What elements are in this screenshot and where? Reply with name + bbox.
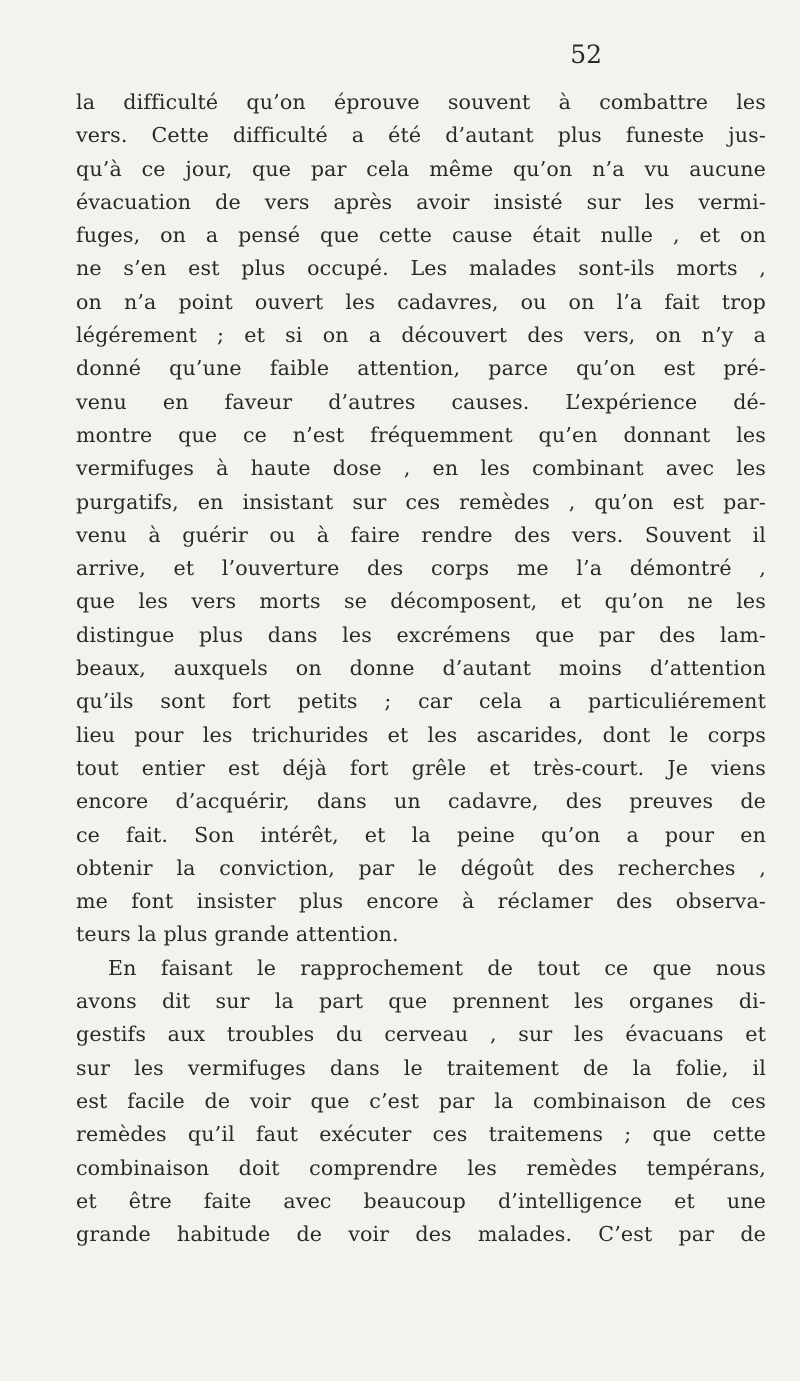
text-line: me font insister plus encore à réclamer des observa-: [76, 889, 766, 914]
text-line: évacuation de vers après avoir insisté sur les vermi-: [76, 189, 766, 214]
text-line: qu’ils sont fort petits ; car cela a particuliérement: [76, 689, 766, 714]
text-line: fuges, on a pensé que cette cause était nulle , et on: [76, 223, 766, 248]
text-line: arrive, et l’ouverture des corps me l’a démontré ,: [76, 556, 766, 581]
text-line: En faisant le rapprochement de tout ce que nous: [108, 955, 766, 980]
text-line: combinaison doit comprendre les remèdes tempérans,: [76, 1155, 766, 1180]
text-line: vers. Cette difficulté a été d’autant plus funeste jus-: [76, 123, 766, 148]
text-line: gestifs aux troubles du cerveau , sur les évacuans et: [76, 1022, 766, 1047]
text-line: la difficulté qu’on éprouve souvent à combattre les: [76, 90, 766, 114]
text-line: que les vers morts se décomposent, et qu’on ne les: [76, 589, 766, 614]
text-line: ce fait. Son intérêt, et la peine qu’on a pour en: [76, 822, 766, 847]
text-line: qu’à ce jour, que par cela même qu’on n’a vu aucune: [76, 156, 766, 181]
text-line: obtenir la conviction, par le dégoût des recherches ,: [76, 855, 766, 880]
text-line: venu à guérir ou à faire rendre des vers. Souvent il: [76, 522, 766, 547]
text-line: lieu pour les trichurides et les ascarides, dont le corps: [76, 722, 766, 747]
text-line: ne s’en est plus occupé. Les malades sont-ils morts ,: [76, 256, 766, 281]
text-line: montre que ce n’est fréquemment qu’en donnant les: [76, 422, 766, 447]
text-line: distingue plus dans les excrémens que par des lam-: [76, 622, 766, 647]
text-line: on n’a point ouvert les cadavres, ou on l’a fait trop: [76, 289, 766, 314]
text-line: est facile de voir que c’est par la combinaison de ces: [76, 1088, 766, 1113]
text-line: légérement ; et si on a découvert des vers, on n’y a: [76, 323, 766, 348]
page-number: 52: [570, 40, 602, 69]
body-text: [76, 86, 766, 1251]
text-line: donné qu’une faible attention, parce qu’on est pré-: [76, 356, 766, 381]
text-line: teurs la plus grande attention.: [76, 922, 399, 947]
text-line: et être faite avec beaucoup d’intelligence et une: [76, 1188, 766, 1213]
text-line: purgatifs, en insistant sur ces remèdes , qu’on est par-: [76, 489, 766, 514]
text-line: beaux, auxquels on donne d’autant moins d’attention: [76, 656, 766, 681]
text-line: avons dit sur la part que prennent les organes di-: [76, 989, 766, 1014]
text-line: tout entier est déjà fort grêle et très-court. Je viens: [76, 755, 766, 780]
text-line: vermifuges à haute dose , en les combinant avec les: [76, 456, 766, 481]
text-line: sur les vermifuges dans le traitement de la folie, il: [76, 1055, 766, 1080]
text-line: grande habitude de voir des malades. C’est par de: [76, 1222, 766, 1247]
text-line: remèdes qu’il faut exécuter ces traitemens ; que cette: [76, 1122, 766, 1147]
text-line: venu en faveur d’autres causes. L’expérience dé-: [76, 389, 766, 414]
text-line: encore d’acquérir, dans un cadavre, des preuves de: [76, 789, 766, 814]
